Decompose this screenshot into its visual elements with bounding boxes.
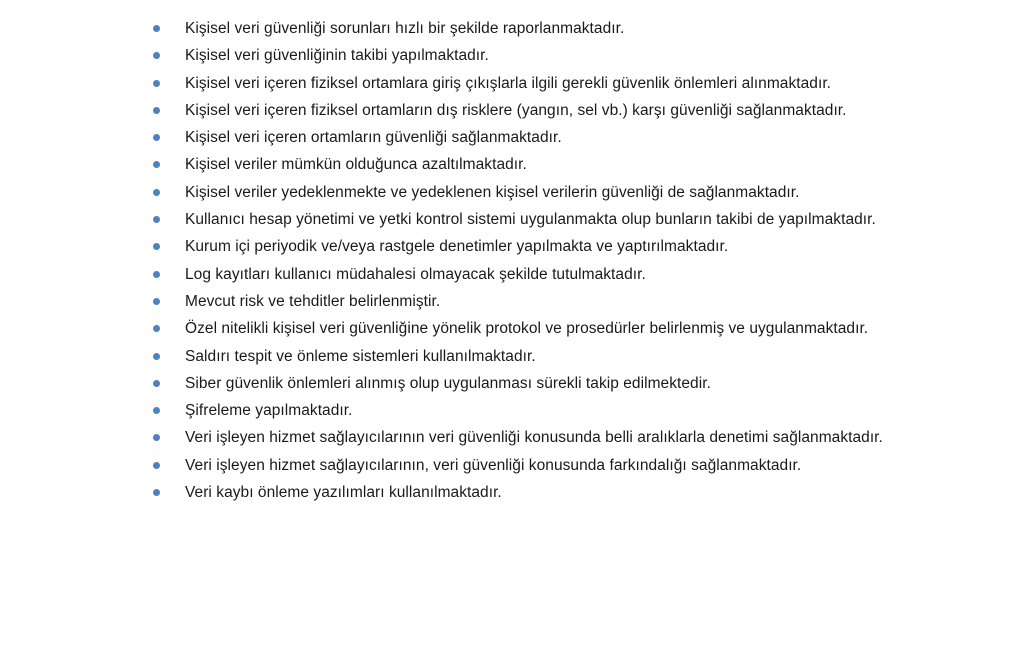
- bullet-dot-icon: [153, 107, 160, 114]
- bullet-dot-icon: [153, 298, 160, 305]
- bullet-dot-icon: [153, 52, 160, 59]
- list-item-text: Log kayıtları kullanıcı müdahalesi olmayacak şekilde tutulmaktadır.: [185, 265, 646, 283]
- list-item: [150, 233, 940, 260]
- bullet-dot-icon: [153, 189, 160, 196]
- list-item-text: Kişisel veri içeren fiziksel ortamların dış risklere (yangın, sel vb.) karşı güvenliği sağlanmaktadır.: [185, 101, 847, 119]
- list-item-text: Kullanıcı hesap yönetimi ve yetki kontrol sistemi uygulanmakta olup bunların takibi de yapılmaktadır.: [185, 211, 876, 229]
- list-item: [150, 206, 940, 233]
- bullet-dot-icon: [153, 434, 160, 441]
- list-item-text: Siber güvenlik önlemleri alınmış olup uygulanması sürekli takip edilmektedir.: [185, 374, 711, 392]
- list-item: [150, 452, 940, 479]
- bullet-dot-icon: [153, 462, 160, 469]
- list-item-text: Kişisel veriler yedeklenmekte ve yedeklenen kişisel verilerin güvenliği de sağlanmaktadır.: [185, 183, 800, 201]
- bullet-dot-icon: [153, 380, 160, 387]
- list-item-text: Veri işleyen hizmet sağlayıcılarının, veri güvenliği konusunda farkındalığı sağlanmaktadır.: [185, 456, 802, 474]
- list-item-text: Kişisel veri içeren ortamların güvenliği sağlanmaktadır.: [185, 129, 562, 147]
- list-item: [150, 288, 940, 315]
- list-item: [150, 151, 940, 178]
- security-measures-list: [150, 15, 940, 506]
- list-item-text: Kişisel veri güvenliğinin takibi yapılmaktadır.: [185, 47, 489, 65]
- list-item-text: Kişisel veri içeren fiziksel ortamlara giriş çıkışlarla ilgili gerekli güvenlik önlemleri alınmaktadır.: [185, 74, 832, 92]
- bullet-dot-icon: [153, 489, 160, 496]
- list-item: [150, 479, 940, 506]
- list-item: [150, 424, 940, 451]
- list-item: [150, 397, 940, 424]
- bullet-dot-icon: [153, 325, 160, 332]
- list-item: [150, 179, 940, 206]
- bullet-dot-icon: [153, 353, 160, 360]
- list-item: [150, 370, 940, 397]
- list-item: [150, 15, 940, 42]
- list-item: [150, 70, 940, 97]
- list-item: [150, 42, 940, 69]
- list-item: [150, 124, 940, 151]
- list-item: [150, 97, 940, 124]
- list-item-text: Veri kaybı önleme yazılımları kullanılmaktadır.: [185, 484, 502, 502]
- list-item-text: Mevcut risk ve tehditler belirlenmiştir.: [185, 292, 441, 310]
- list-item: [150, 315, 940, 342]
- bullet-dot-icon: [153, 80, 160, 87]
- bullet-dot-icon: [153, 134, 160, 141]
- bullet-dot-icon: [153, 407, 160, 414]
- bullet-dot-icon: [153, 161, 160, 168]
- list-item-text: Saldırı tespit ve önleme sistemleri kullanılmaktadır.: [185, 347, 536, 365]
- list-item-text: Şifreleme yapılmaktadır.: [185, 402, 353, 420]
- list-item-text: Kişisel veri güvenliği sorunları hızlı bir şekilde raporlanmaktadır.: [185, 20, 625, 37]
- list-item-text: Veri işleyen hizmet sağlayıcılarının veri güvenliği konusunda belli aralıklarla denetimi sağlanmaktadır.: [185, 429, 883, 447]
- bullet-dot-icon: [153, 216, 160, 223]
- list-item-text: Kurum içi periyodik ve/veya rastgele denetimler yapılmakta ve yaptırılmaktadır.: [185, 238, 729, 256]
- list-item: [150, 343, 940, 370]
- bullet-dot-icon: [153, 271, 160, 278]
- list-item: [150, 261, 940, 288]
- bullet-dot-icon: [153, 25, 160, 32]
- bullet-dot-icon: [153, 243, 160, 250]
- list-item-text: Kişisel veriler mümkün olduğunca azaltılmaktadır.: [185, 156, 527, 174]
- list-item-text: Özel nitelikli kişisel veri güvenliğine yönelik protokol ve prosedürler belirlenmiş ve uygulanmaktadır.: [185, 320, 869, 338]
